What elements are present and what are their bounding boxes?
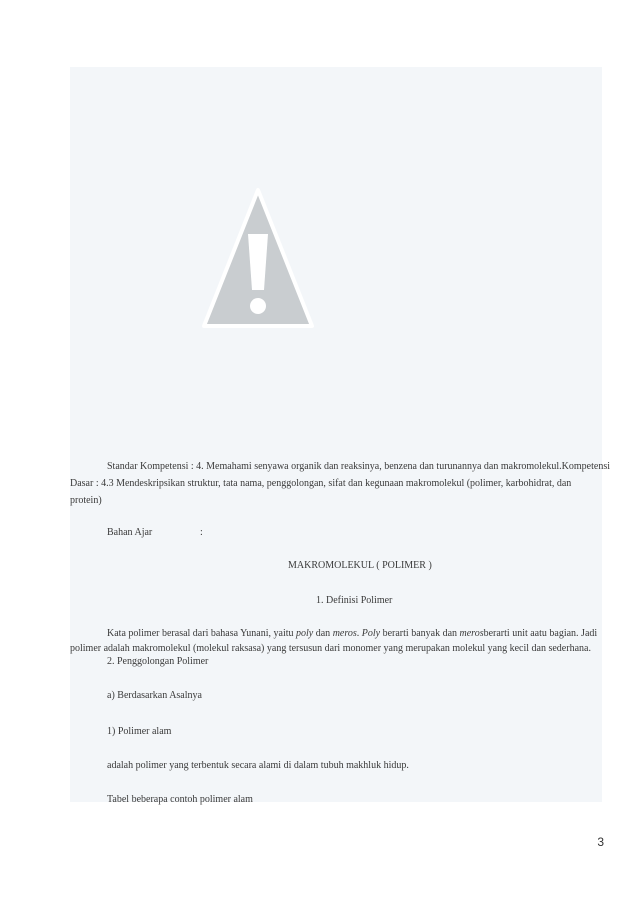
bahan-ajar-label: Bahan Ajar xyxy=(107,527,153,538)
bahan-ajar-colon: : xyxy=(200,527,203,538)
definition-line-2: polimer adalah makromolekul (molekul raksasa) yang tersusun dari monomer yang merupakan molekul yang kecil dan sederhana. xyxy=(70,643,591,654)
definition-line-1: Kata polimer berasal dari bahasa Yunani, yaitu poly dan meros. Poly berarti banyak dan merosberarti unit aatu bagian. Jadi xyxy=(107,628,598,639)
table-caption: Tabel beberapa contoh polimer alam xyxy=(107,794,253,805)
polimer-alam-description: adalah polimer yang terbentuk secara alami di dalam tubuh makhluk hidup. xyxy=(107,760,409,771)
item-1: 1) Polimer alam xyxy=(107,726,172,737)
kompetensi-line-2: Dasar : 4.3 Mendeskripsikan struktur, tata nama, penggolongan, sifat dan kegunaan makromolekul (polimer, karbohidrat, dan xyxy=(70,478,572,489)
section-2-title: 2. Penggolongan Polimer xyxy=(107,656,209,667)
warning-triangle-icon xyxy=(202,186,314,330)
page-number: 3 xyxy=(597,835,604,849)
document-heading: MAKROMOLEKUL ( POLIMER ) xyxy=(288,560,432,571)
item-a: a) Berdasarkan Asalnya xyxy=(107,690,202,701)
section-1-title: 1. Definisi Polimer xyxy=(316,595,393,606)
kompetensi-line-3: protein) xyxy=(70,495,102,506)
kompetensi-line-1: Standar Kompetensi : 4. Memahami senyawa organik dan reaksinya, benzena dan turunannya dan makromolekul.Kompetensi xyxy=(107,461,611,472)
